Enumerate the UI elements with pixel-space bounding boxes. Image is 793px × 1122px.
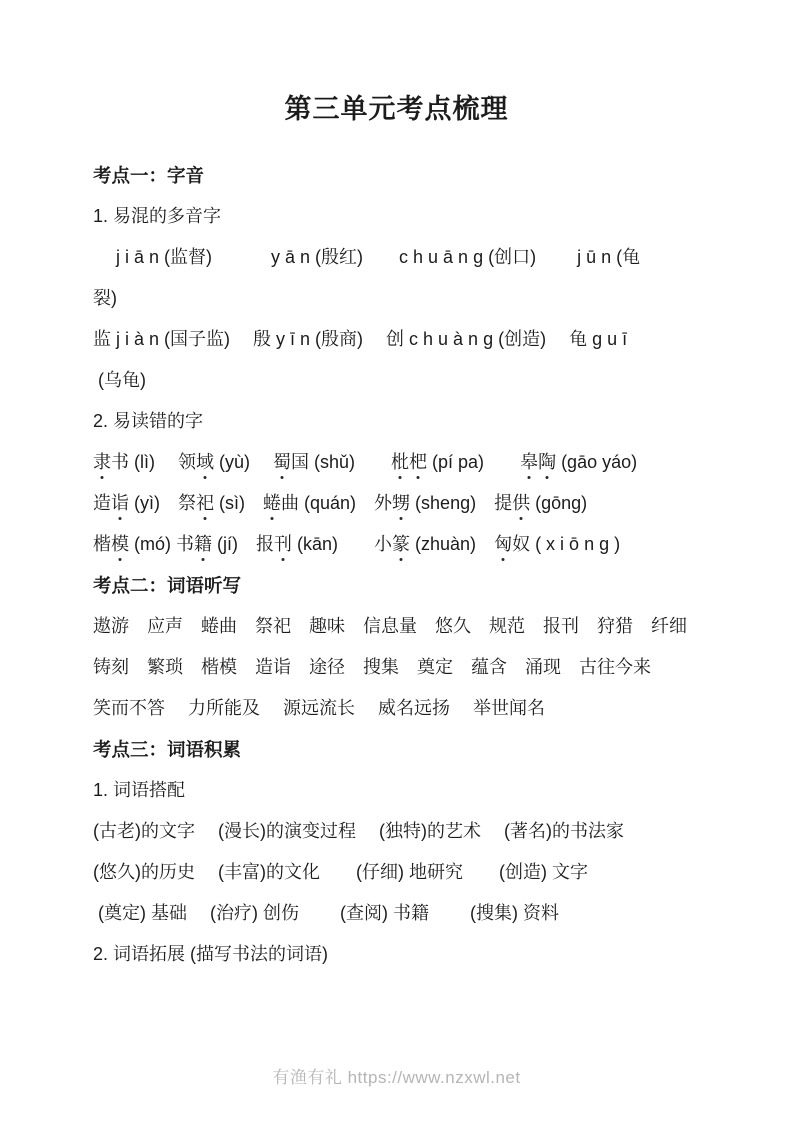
emphasized-character: 篆 — [392, 534, 411, 554]
emphasized-character: 供 — [512, 493, 531, 513]
collocation-line: (奠定) 基础 (治疗) 创伤 (查阅) 书籍 (搜集) 资料 — [93, 903, 559, 923]
pinyin-line: 裂) — [93, 288, 117, 308]
word-list-line: 铸刻 繁琐 楷模 造诣 途径 搜集 奠定 蕴含 涌现 古往今来 — [93, 657, 651, 677]
emphasized-character: 枇 — [391, 452, 410, 472]
emphasized-character: 隶 — [93, 452, 111, 472]
subsection-label: 1. 易混的多音字 — [93, 206, 222, 226]
emphasized-character: 刊 — [274, 534, 292, 554]
emphasized-character: 陶 — [538, 452, 557, 472]
emphasized-character: 域 — [196, 452, 214, 472]
document-title: 第三单元考点梳理 — [284, 94, 509, 124]
word-list-line: 隶书 (lì) 领域 (yù) 蜀国 (shǔ) 枇杷 (pí pa) 皋陶 (gāo yáo) — [93, 452, 638, 472]
word-list-line: 楷模 (mó) 书籍 (jí) 报刊 (kān) 小篆 (zhuàn) 匈奴 ( x i ō n g ) — [93, 534, 621, 554]
collocation-line: (悠久)的历史 (丰富)的文化 (仔细) 地研究 (创造) 文字 — [93, 862, 588, 882]
subsection-label: 2. 易读错的字 — [93, 411, 204, 431]
emphasized-character: 蜀 — [273, 452, 292, 472]
section-heading-1: 考点一：字音 — [93, 165, 205, 186]
word-list-line: 笑而不答 力所能及 源远流长 威名远扬 举世闻名 — [93, 698, 546, 718]
pinyin-line: (乌龟) — [93, 370, 147, 390]
emphasized-character: 蜷 — [263, 493, 281, 513]
pinyin-line: j i ā n (监督) y ā n (殷红) c h u ā n g (创口) j ū n (龟 — [93, 247, 641, 267]
section-heading-2: 考点二：词语听写 — [93, 575, 242, 596]
emphasized-character: 甥 — [392, 493, 411, 513]
subsection-label: 1. 词语搭配 — [93, 780, 186, 800]
emphasized-character: 模 — [111, 534, 129, 554]
section-heading-3: 考点三：词语积累 — [93, 739, 242, 760]
footer-watermark: 有渔有礼 https://www.nzxwl.net — [272, 1068, 521, 1087]
emphasized-character: 诣 — [111, 493, 129, 513]
emphasized-character: 皋 — [520, 452, 539, 472]
word-list-line: 遨游 应声 蜷曲 祭祀 趣味 信息量 悠久 规范 报刊 狩猎 纤细 — [93, 616, 687, 636]
emphasized-character: 匈 — [494, 534, 513, 554]
emphasized-character: 杷 — [409, 452, 428, 472]
emphasized-character: 籍 — [194, 534, 212, 554]
pinyin-line: 监 j i à n (国子监) 殷 y ī n (殷商) 创 c h u à n g (创造) 龟 g u ī — [93, 329, 628, 349]
subsection-label: 2. 词语拓展 (描写书法的词语) — [93, 944, 329, 964]
collocation-line: (古老)的文字 (漫长)的演变过程 (独特)的艺术 (著名)的书法家 — [93, 821, 624, 841]
word-list-line: 造诣 (yì) 祭祀 (sì) 蜷曲 (quán) 外甥 (sheng) 提供 (gōng) — [93, 493, 588, 513]
document-body — [0, 128, 793, 975]
emphasized-character: 祀 — [196, 493, 214, 513]
